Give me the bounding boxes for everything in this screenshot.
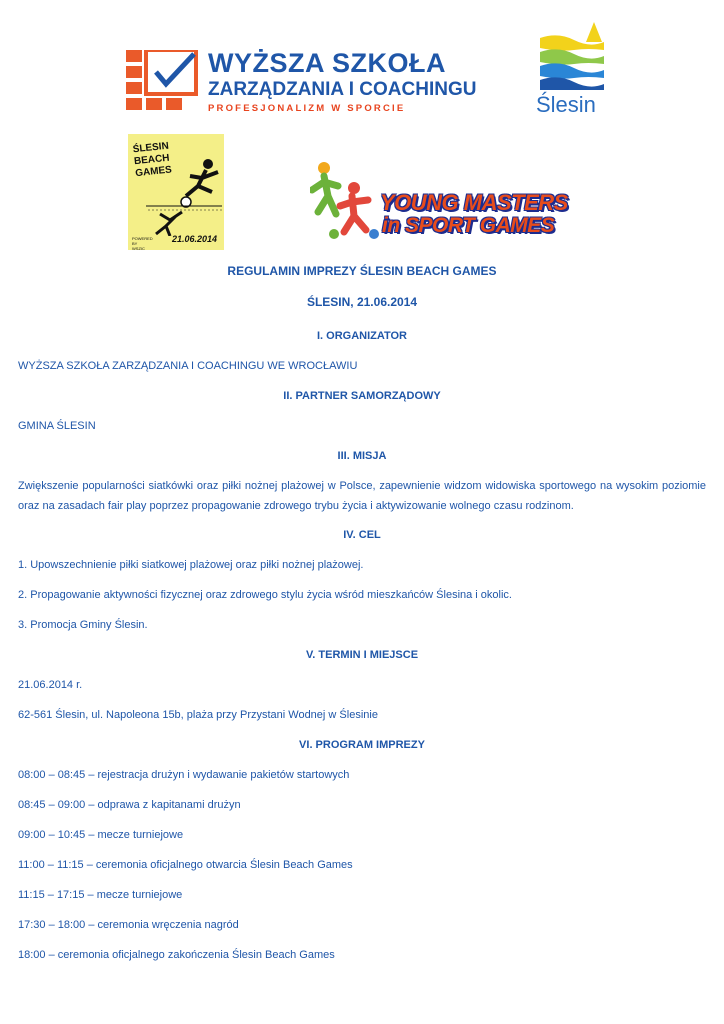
section-heading-mission: III. MISJA — [337, 450, 387, 462]
program-item: 08:45 – 09:00 – odprawa z kapitanami drużyn — [18, 799, 241, 811]
goal-item: 3. Promocja Gminy Ślesin. — [18, 619, 148, 631]
section-heading-goal: IV. CEL — [343, 529, 381, 541]
event-place: 62-561 Ślesin, ul. Napoleona 15b, plaża przy Przystani Wodnej w Ślesinie — [18, 709, 378, 721]
program-item: 17:30 – 18:00 – ceremonia wręczenia nagród — [18, 919, 239, 931]
wszic-logo-tagline: PROFESJONALIZM W SPORCIE — [208, 103, 406, 114]
section-heading-program: VI. PROGRAM IMPREZY — [299, 739, 425, 751]
wszic-logo-icon — [126, 50, 198, 110]
wszic-logo-line2: ZARZĄDZANIA I COACHINGU — [208, 79, 477, 100]
program-item: 18:00 – ceremonia oficjalnego zakończenia Ślesin Beach Games — [18, 949, 335, 961]
volleyball-players-icon — [146, 156, 222, 236]
goal-item: 1. Upowszechnienie piłki siatkowej plażowej oraz piłki nożnej plażowej. — [18, 559, 364, 571]
goal-item: 2. Propagowanie aktywności fizycznej oraz zdrowego stylu życia wśród mieszkańców Ślesina i okolic. — [18, 589, 512, 601]
section-heading-partner: II. PARTNER SAMORZĄDOWY — [283, 390, 441, 402]
beach-poster-title: ŚLESIN BEACH GAMES — [132, 140, 173, 180]
young-masters-line2: in SPORT GAMES — [382, 214, 555, 237]
program-item: 11:00 – 11:15 – ceremonia oficjalnego otwarcia Ślesin Beach Games — [18, 859, 353, 871]
program-item: 09:00 – 10:45 – mecze turniejowe — [18, 829, 184, 841]
partner-text: GMINA ŚLESIN — [18, 420, 96, 432]
organizer-text: WYŻSZA SZKOŁA ZARZĄDZANIA I COACHINGU WE WROCŁAWIU — [18, 360, 358, 372]
slesin-logo-text: Ślesin — [536, 92, 596, 117]
event-date: 21.06.2014 r. — [18, 679, 83, 691]
beach-games-poster — [128, 134, 224, 250]
young-masters-figures-icon — [310, 160, 390, 240]
wszic-logo-line1: WYŻSZA SZKOŁA — [208, 48, 446, 78]
program-item: 11:15 – 17:15 – mecze turniejowe — [18, 889, 183, 901]
mission-text: Zwiększenie popularności siatkówki oraz piłki nożnej plażowej w Polsce, zapewnienie widzom widowiska sportowego na wysokim poziomie oraz na zasadach fair play poprzez propagowanie zdrowego trybu życia i aktywizowanie wolnego czasu rodzinom. — [18, 480, 706, 512]
young-masters-line1: YOUNG MASTERS — [380, 190, 568, 215]
program-item: 08:00 – 08:45 – rejestracja drużyn i wydawanie pakietów startowych — [18, 769, 350, 781]
document-title: REGULAMIN IMPREZY ŚLESIN BEACH GAMES — [227, 264, 497, 278]
slesin-logo-icon — [538, 20, 606, 90]
beach-poster-date: 21.06.2014 — [172, 234, 218, 244]
document-subtitle: ŚLESIN, 21.06.2014 — [306, 295, 418, 309]
section-heading-organizer: I. ORGANIZATOR — [316, 330, 408, 342]
beach-poster-powered: POWERED BY WSZIC — [132, 236, 153, 251]
section-heading-date-place: V. TERMIN I MIEJSCE — [305, 649, 419, 661]
